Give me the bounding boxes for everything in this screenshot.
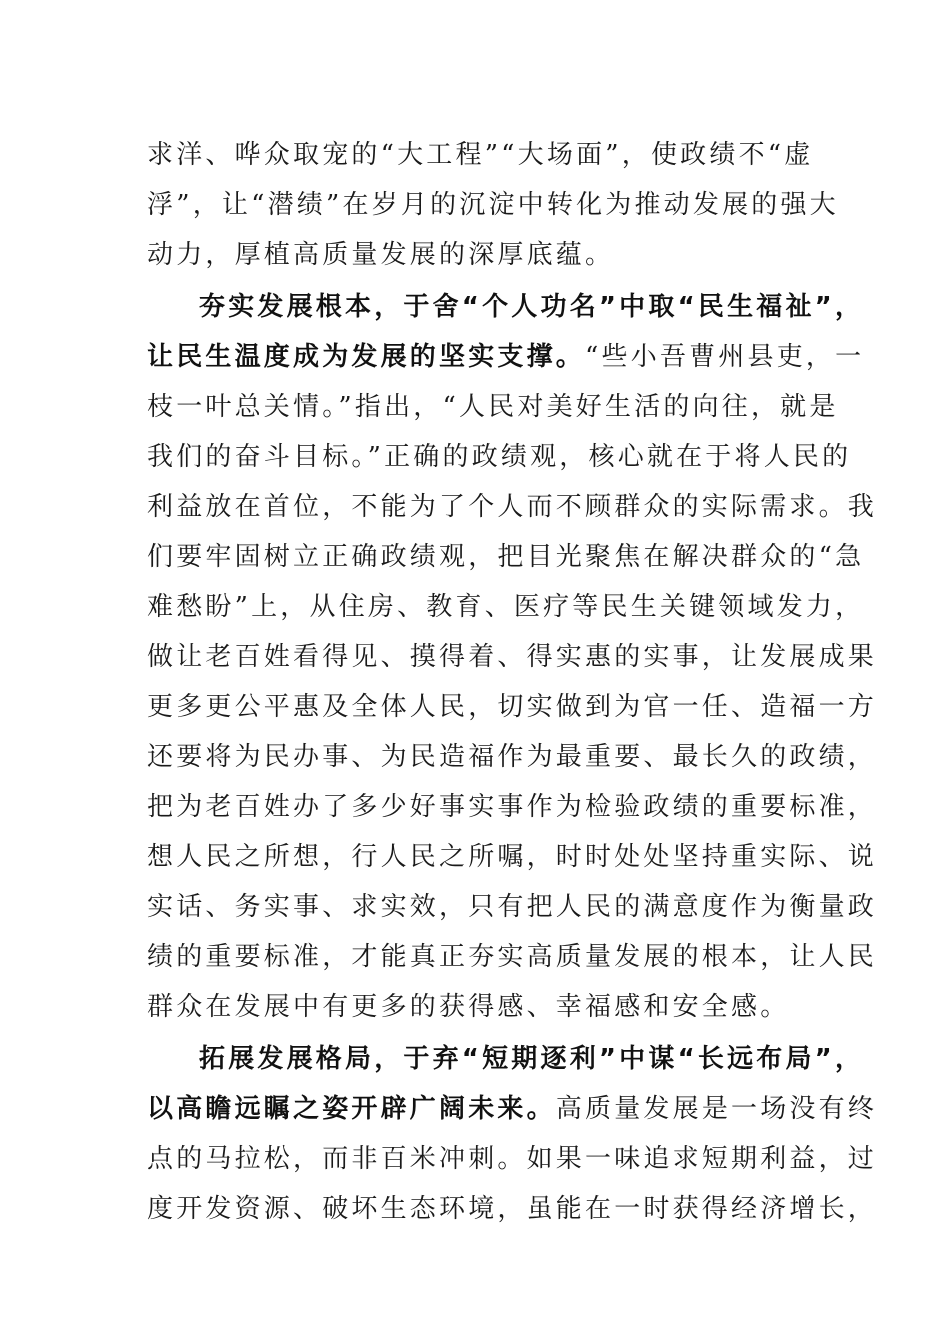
text-segment: “些小吾曹州县吏，一 (585, 342, 865, 372)
text-line: 我们的奋斗目标。”正确的政绩观，核心就在于将人民的 (147, 442, 852, 472)
text-line: 利益放在首位，不能为了个人而不顾群众的实际需求。我 (147, 492, 878, 522)
text-line: 浮”，让“潜绩”在岁月的沉淀中转化为推动发展的强大 (147, 190, 839, 220)
text-line: 动力，厚植高质量发展的深厚底蕴。 (147, 240, 615, 270)
paragraph-heading-continuation: 以高瞻远瞩之姿开辟广阔未来。 (147, 1094, 556, 1124)
text-line: 群众在发展中有更多的获得感、幸福感和安全感。 (147, 992, 790, 1022)
text-line: 枝一叶总关情。”指出，“人民对美好生活的向往，就是 (147, 392, 839, 422)
text-line: 做让老百姓看得见、摸得着、得实惠的实事，让发展成果 (147, 642, 878, 672)
paragraph-heading: 拓展发展格局，于弃“短期逐利”中谋“长远布局”， (199, 1044, 865, 1074)
text-line: 更多更公平惠及全体人民，切实做到为官一任、造福一方 (147, 692, 878, 722)
text-line: 实话、务实事、求实效，只有把人民的满意度作为衡量政 (147, 892, 878, 922)
text-line: 点的马拉松，而非百米冲刺。如果一味追求短期利益，过 (147, 1144, 878, 1174)
paragraph-heading-continuation: 让民生温度成为发展的坚实支撑。 (147, 342, 586, 372)
text-line-mixed (147, 1084, 878, 1134)
text-line: 们要牢固树立正确政绩观，把目光聚焦在解决群众的“急 (147, 542, 865, 572)
text-line: 绩的重要标准，才能真正夯实高质量发展的根本，让人民 (147, 942, 878, 972)
text-segment: 高质量发展是一场没有终 (555, 1094, 878, 1124)
paragraph-heading: 夯实发展根本，于舍“个人功名”中取“民生福祉”， (199, 292, 865, 322)
text-line: 度开发资源、破坏生态环境，虽能在一时获得经济增长， (147, 1194, 878, 1224)
text-line: 求洋、哗众取宠的“大工程”“大场面”，使政绩不“虚 (147, 140, 814, 170)
text-line-mixed (147, 332, 865, 382)
text-line: 把为老百姓办了多少好事实事作为检验政绩的重要标准， (147, 792, 878, 822)
text-line: 还要将为民办事、为民造福作为最重要、最长久的政绩， (147, 742, 878, 772)
text-line: 想人民之所想，行人民之所嘱，时时处处坚持重实际、说 (147, 842, 878, 872)
text-line: 难愁盼”上，从住房、教育、医疗等民生关键领域发力， (147, 592, 865, 622)
